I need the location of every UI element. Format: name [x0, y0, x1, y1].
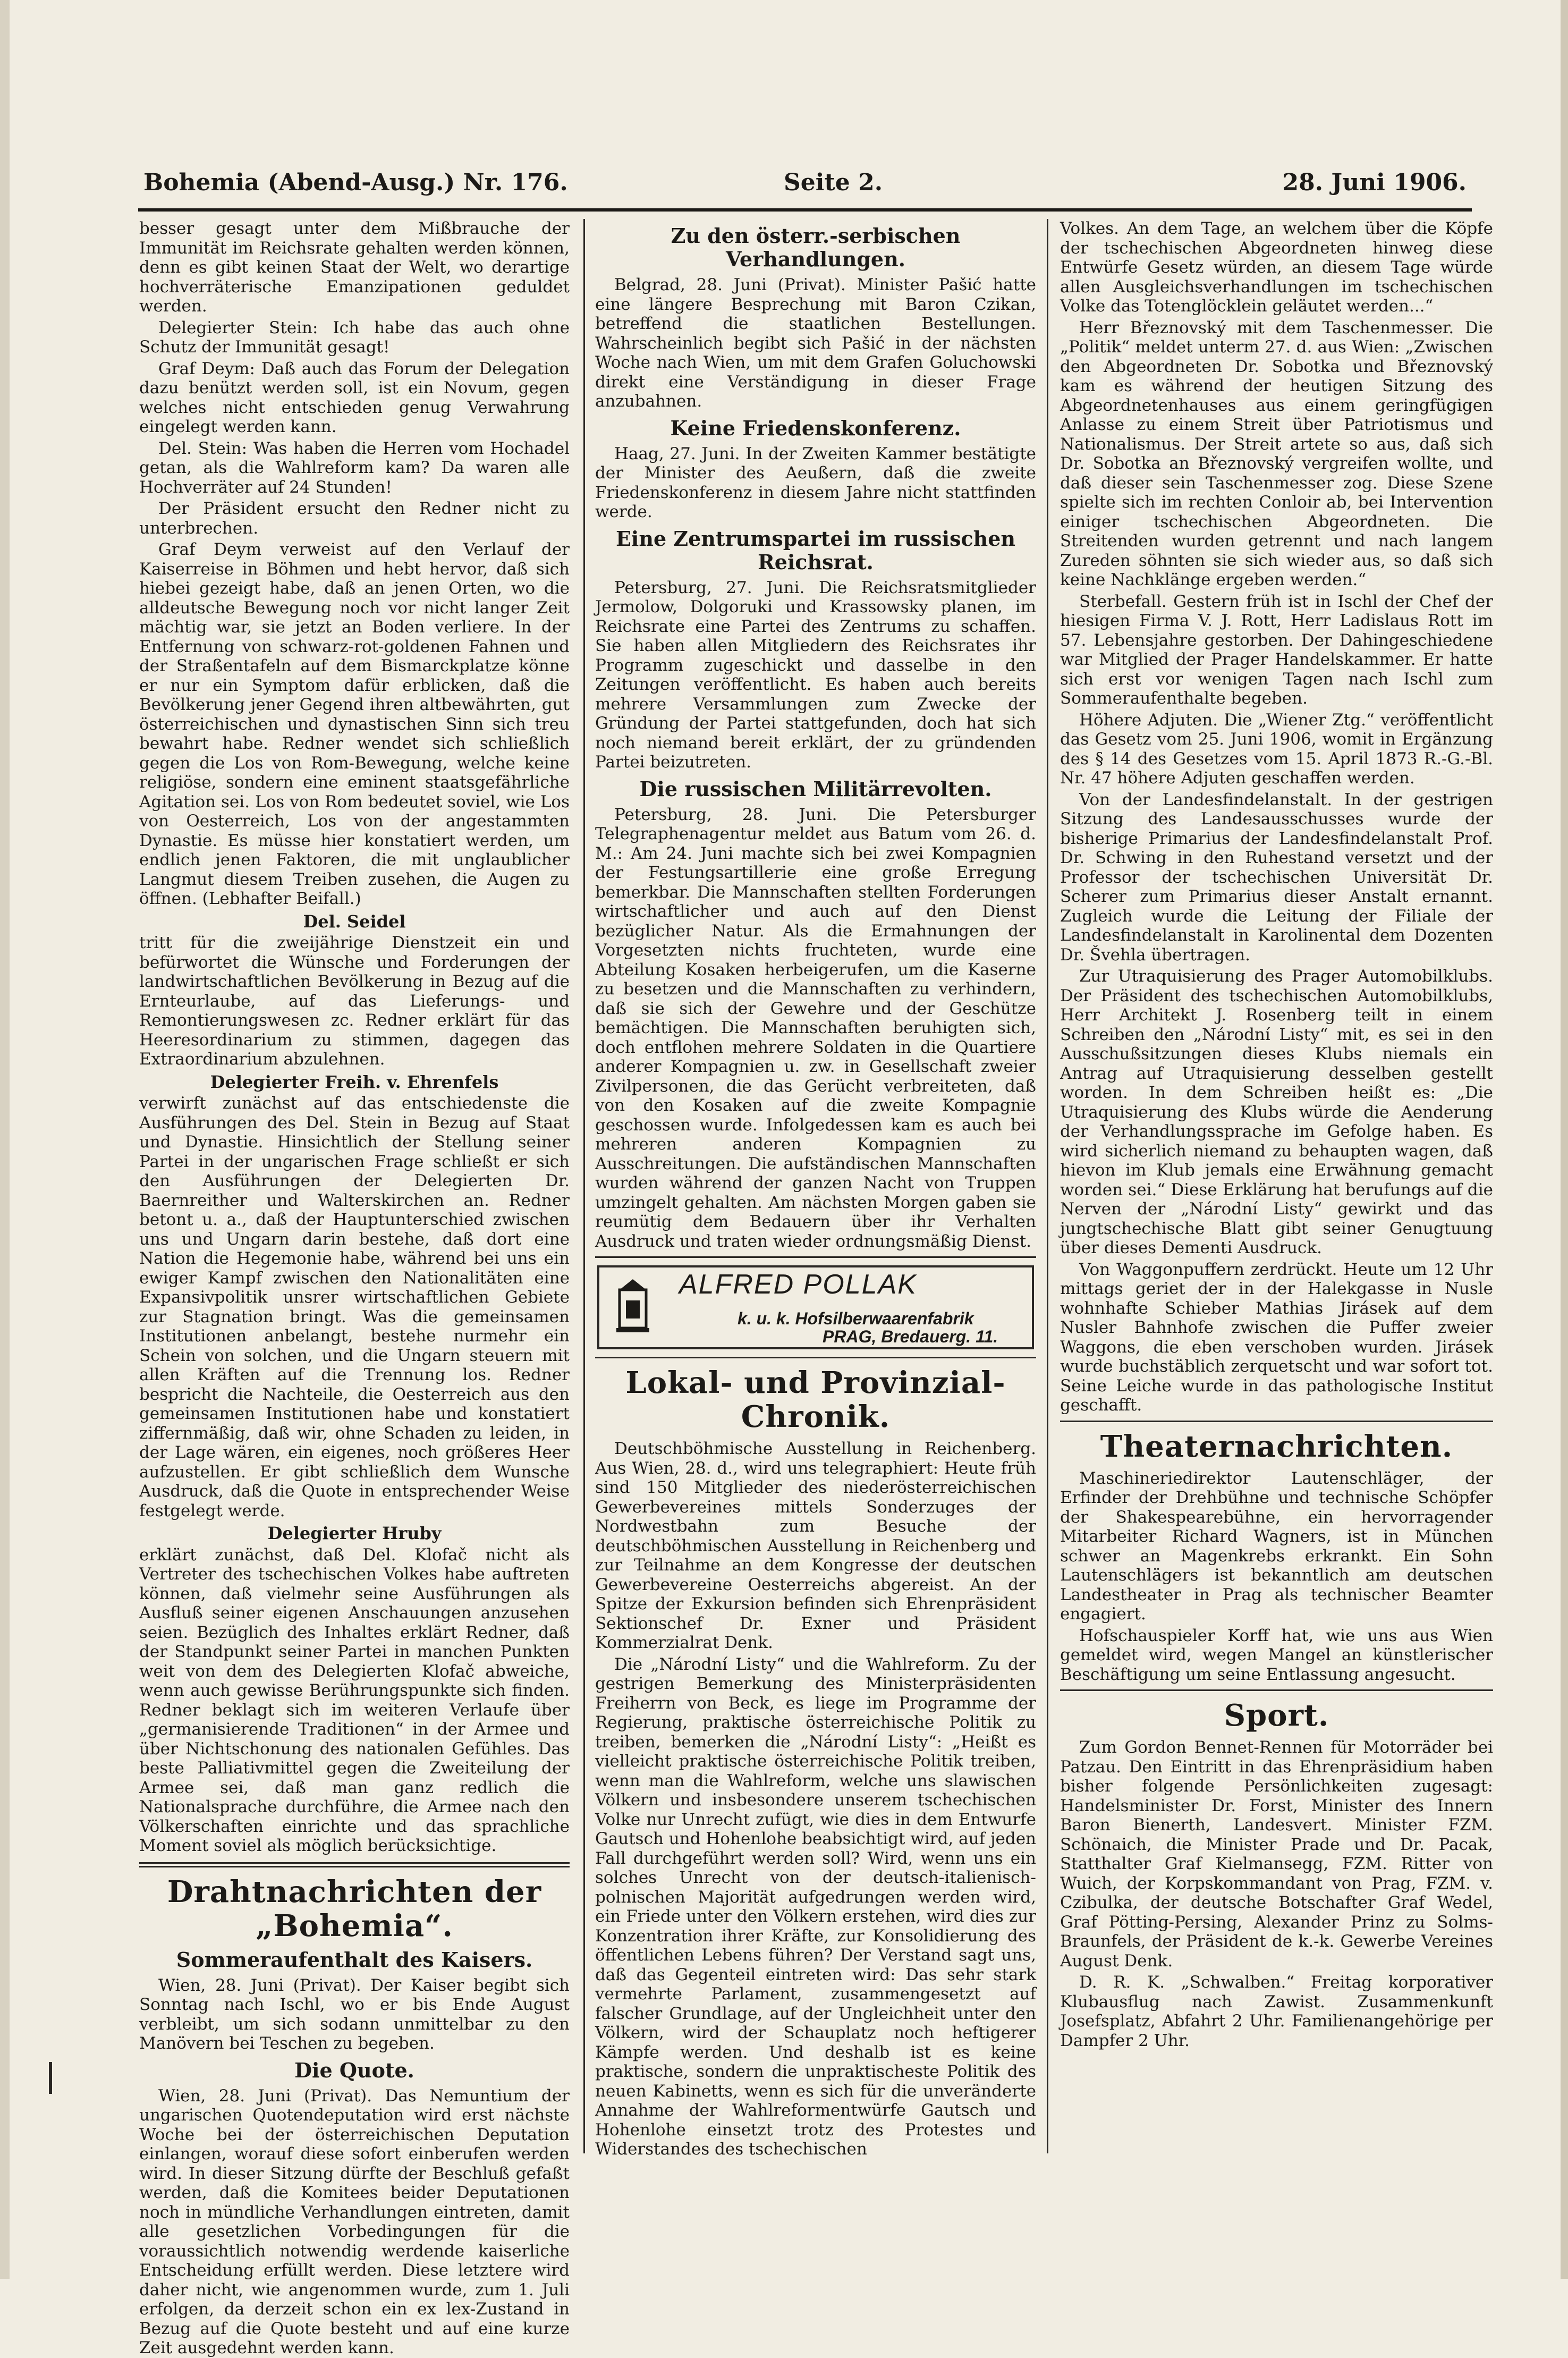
- paragraph: Maschineriedirektor Lautenschläger, der Erfinder der Drehbühne und technische Schöpfer der Shakespearebühne, ein hervorragender Mitarbeiter Richard Wagners, ist in München schwer an Magenkrebs erkrankt. Ein Sohn Lautenschlägers ist bekanntlich am deutschen Landestheater in Prag als technischer Beamter engagiert.: [1060, 1468, 1493, 1624]
- section-rule: [139, 1862, 570, 1867]
- header-date: 28. Juni 1906.: [1282, 169, 1467, 196]
- page-header: [143, 169, 1467, 206]
- divider: [1060, 1421, 1493, 1422]
- ad-company-type: k. u. k. Hofsilberwaarenfabrik: [738, 1309, 974, 1328]
- paragraph: Sterbefall. Gestern früh ist in Ischl der Chef der hiesigen Firma V. J. Rott, Herr Ladislaus Rott im 57. Lebensjahre gestorben. Der Dahingeschiedene war Mitglied der Prager Handelskammer. Er hatte sich erst vor wenigen Tagen nach Ischl zum Sommeraufenthalte begeben.: [1060, 591, 1493, 708]
- paragraph: Wien, 28. Juni (Privat). Das Nemuntium der ungarischen Quotendeputation wird erst nächste Woche bei der österreichischen Deputation einlangen, worauf diese sofort einberufen werden wird. In dieser Sitzung dürfte der Beschluß gefaßt werden, daß die Komitees beider Deputationen noch in mündliche Verhandlungen eintreten, damit alle gesetzlichen Vorbedingungen für die voraussichtlich notwendig werdende kaiserliche Entscheidung erfüllt werden. Diese letztere wird daher nicht, wie angenommen wurde, zum 1. Juli erfolgen, da derzeit schon ein ex lex-Zustand in Bezug auf die Quote besteht und auf eine kurze Zeit ausgedehnt werden kann.: [139, 2086, 570, 2357]
- column-1: [139, 219, 570, 2357]
- paragraph: Delegierter Stein: Ich habe das auch ohne Schutz der Immunität gesagt!: [139, 318, 570, 357]
- speaker-heading: Delegierter Hruby: [267, 1523, 442, 1543]
- margin-mark: [49, 2062, 52, 2094]
- column-divider: [583, 219, 585, 2153]
- column-2: [595, 219, 1036, 2185]
- paragraph: Zur Utraquisierung des Prager Automobilklubs. Der Präsident des tschechischen Automobilklubs, Herr Architekt J. Rosenberg teilt in einem Schreiben den „Národní Listy“ mit, es sei in den Ausschußsitzungen dieses Klubs niemals ein Antrag auf Utraquisierung desselben gestellt worden. In dem Schreiben heißt es: „Die Utraquisierung des Klubs würde die Aenderung der Verhandlungssprache im Gefolge haben. Es wird sicherlich niemand zu behaupten wagen, daß hievon im Klub jemals eine Erwähnung gemacht worden sei.“ Diese Erklärung hat berufungs auf die Nerven der „Národní Listy“ gewirkt und das jungtschechische Blatt gibt seiner Genugtuung über dieses Dementi Ausdruck.: [1060, 967, 1493, 1257]
- paragraph: Graf Deym verweist auf den Verlauf der Kaiserreise in Böhmen und hebt hervor, daß sich hiebei gezeigt habe, daß an jenen Orten, wo die alldeutsche Bewegung noch vor nicht langer Zeit mächtig war, sie jetzt an Boden verliere. In der Entfernung von schwarz-rot-goldenen Fahnen und der Straßentafeln auf dem Bismarckplatze könne er nur ein Symptom dafür erblicken, daß die Bevölkerung jener Gegend ihren altbewährten, gut österreichischen und dynastischen Sinn sich treu bewahrt habe. Redner wendet sich schließlich gegen die Los von Rom-Bewegung, welche keine religiöse, sondern eine eminent staatsgefährliche Agitation sei. Los von Rom bedeutet soviel, wie Los von Oesterreich, Los von der angestammten Dynastie. Es müsse hier konstatiert werden, um endlich jenen Faktoren, die mit unglaublicher Langmut diesem Treiben zusehen, die Augen zu öffnen. (Lebhafter Beifall.): [139, 540, 570, 908]
- article-heading: Eine Zentrumspartei im russischen Reichsrat.: [615, 526, 1016, 574]
- paragraph: erklärt zunächst, daß Del. Klofač nicht als Vertreter des tschechischen Volkes habe auftreten können, daß vielmehr seine Ausführungen als Ausfluß seiner eigenen Anschauungen anzusehen seien. Bezüglich des Inhaltes erklärt Redner, daß der Standpunkt seiner Partei in manchen Punkten weit von dem des Delegierten Klofač abweiche, wenn auch gewisse Berührungspunkte sich finden. Redner beklagt sich im weiteren Verlaufe über „germanisierende Traditionen“ in der Armee und über Nichtschonung des nationalen Gefühles. Das beste Palliativmittel gegen die Zweiteilung der Armee sei, daß man ganz redlich die Nationalsprache durchführe, die Armee nach den Völkerschaften einrichte und das sprachliche Moment soviel als möglich berücksichtige.: [139, 1545, 570, 1855]
- ad-company-name: ALFRED POLLAK: [679, 1269, 917, 1300]
- paragraph: Höhere Adjuten. Die „Wiener Ztg.“ veröffentlicht das Gesetz vom 25. Juni 1906, womit in Ergänzung des § 14 des Gesetzes vom 15. April 1873 R.-G.-Bl. Nr. 47 höhere Adjuten geschaffen werden.: [1060, 710, 1493, 788]
- section-title: Sport.: [1224, 1698, 1329, 1733]
- paragraph: Von Waggonpuffern zerdrückt. Heute um 12 Uhr mittags geriet der in der Halekgasse in Nusle wohnhafte Schieber Mathias Jirásek auf dem Nusler Bahnhofe zwischen die Puffer zweier Waggons, die eben verschoben wurden. Jirásek wurde buchstäblich zerquetscht und war sofort tot. Seine Leiche wurde in das pathologische Institut geschafft.: [1060, 1260, 1493, 1415]
- article-heading: Zu den österr.-serbischen Verhandlungen.: [671, 224, 961, 271]
- paragraph: Del. Stein: Was haben die Herren vom Hochadel getan, als die Wahlreform kam? Da waren alle Hochverräter auf 24 Stunden!: [139, 438, 570, 497]
- paragraph: Deutschböhmische Ausstellung in Reichenberg. Aus Wien, 28. d., wird uns telegraphiert: Heute früh sind 150 Mitglieder des niederösterreichischen Gewerbevereines mittels Sonderzuges der Nordwestbahn zum Besuche der deutschböhmischen Ausstellung in Reichenberg und zur Teilnahme an dem Kongresse der deutschen Gewerbevereine Oesterreichs abgereist. An der Spitze der Exkursion befinden sich Ehrenpräsident Sektionschef Dr. Exner und Präsident Kommerzialrat Denk.: [595, 1439, 1036, 1652]
- paragraph: D. R. K. „Schwalben.“ Freitag korporativer Klubausflug nach Zawist. Zusammenkunft Josefsplatz, Abfahrt 2 Uhr. Familienangehörige per Dampfer 2 Uhr.: [1060, 1973, 1493, 2050]
- article-heading: Keine Friedenskonferenz.: [670, 416, 961, 440]
- article-heading: Die russischen Militärrevolten.: [639, 776, 992, 801]
- page-edge-left: [0, 0, 10, 2279]
- paragraph: Herr Březnovský mit dem Taschenmesser. Die „Politik“ meldet unterm 27. d. aus Wien: „Zwischen den Abgeordneten Dr. Sobotka und Březnovský kam es während der heutigen Sitzung des Abgeordnetenhauses aus einem geringfügigen Anlasse zu einem Streit über Patriotismus und Nationalismus. Der Streit artete so aus, daß sich Dr. Sobotka an Březnovský vergreifen wollte, und daß dieser sein Taschenmesser zog. Diese Szene spielte sich im rechten Conloir ab, bei Intervention einiger tschechischen Abgeordneten. Die Streitenden wurden getrennt und nach langem Zureden söhnten sie sich wieder aus, so daß sich keine Nachklänge ergeben werden.“: [1060, 318, 1493, 589]
- paragraph: Petersburg, 28. Juni. Die Petersburger Telegraphenagentur meldet aus Batum vom 26. d. M.: Am 24. Juni machte sich bei zwei Kompagnien der Festungsartillerie eine große Erregung bemerkbar. Die Mannschaften stellten Forderungen wirtschaftlicher und auch auf den Dienst bezüglicher Natur. Als die Ermahnungen der Vorgesetzten nichts fruchteten, wurde eine Abteilung Kosaken herbeigerufen, um die Kaserne zu besetzen und die Mannschaften zu verhindern, daß sie sich der Gewehre und der Geschütze bemächtigen. Die Mannschaften beruhigten sich, doch entflohen mehrere Soldaten in die Quartiere anderer Kompagnien u. zw. in Gesellschaft zweier Zivilpersonen, die das Gerücht verbreiteten, daß von den Kosaken auf die zweite Kompagnie geschossen wurde. Infolgedessen kam es auch bei mehreren anderen Kompagnien zu Ausschreitungen. Die aufständischen Mannschaften wurden während der ganzen Nacht von Truppen umzingelt gehalten. Am nächsten Morgen gaben sie reumütig dem Bedauern über ihr Verhalten Ausdruck und traten wieder ordnungsmäßig Dienst.: [595, 805, 1036, 1251]
- speaker-heading: Delegierter Freih. v. Ehrenfels: [210, 1071, 499, 1092]
- paragraph: Haag, 27. Juni. In der Zweiten Kammer bestätigte der Minister des Aeußern, daß die zweite Friedenskonferenz in diesem Jahre nicht stattfinden werde.: [595, 444, 1036, 521]
- divider: [595, 1256, 1036, 1258]
- paragraph: Hofschauspieler Korff hat, wie uns aus Wien gemeldet wird, wegen Mangel an künstlerischer Beschäftigung um seine Entlassung angesucht.: [1060, 1626, 1493, 1684]
- header-paper-title: Bohemia (Abend-Ausg.) Nr. 176.: [143, 169, 568, 196]
- section-title: Theaternachrichten.: [1100, 1429, 1453, 1464]
- paragraph: Volkes. An dem Tage, an welchem über die Köpfe der tschechischen Abgeordneten hinweg diese Entwürfe Gesetz würden, an diesem Tage würde allen Ausgleichsverhandlungen im tschechischen Volke das Totenglöcklein geläutet werden...“: [1060, 219, 1493, 316]
- paragraph: Belgrad, 28. Juni (Privat). Minister Pašić hatte eine längere Besprechung mit Baron Czikan, betreffend die staatlichen Bestellungen. Wahrscheinlich begibt sich Pašić in der nächsten Woche nach Wien, um mit dem Grafen Goluchowski direkt eine Verständigung in dieser Frage anzubahnen.: [595, 275, 1036, 411]
- paragraph: besser gesagt unter dem Mißbrauche der Immunität im Reichsrate gehalten werden können, denn es gibt keinen Staat der Welt, wo derartige hochverräterische Emanzipationen geduldet werden.: [139, 219, 570, 316]
- ad-address: PRAG, Bredauerg. 11.: [823, 1327, 998, 1346]
- paragraph: Graf Deym: Daß auch das Forum der Delegation dazu benützt werden soll, ist ein Novum, gegen welches nicht entschieden genug Verwahrung eingelegt werden kann.: [139, 359, 570, 436]
- pollak-crest-icon: [612, 1277, 654, 1336]
- paragraph: Der Präsident ersucht den Redner nicht zu unterbrechen.: [139, 499, 570, 538]
- article-heading: Die Quote.: [294, 2058, 414, 2082]
- column-3: [1060, 219, 1493, 2185]
- page-edge-right: [1561, 0, 1568, 2279]
- paragraph: tritt für die zweijährige Dienstzeit ein und befürwortet die Wünsche und Forderungen der landwirtschaftlichen Bevölkerung in Bezug auf die Ernteurlaube, auf das Lieferungs- und Remontierungswesen zc. Redner erklärt für das Heeresordinarium zu stimmen, dagegen das Extraordinarium abzulehnen.: [139, 933, 570, 1069]
- section-title: Lokal- und Provinzial-Chronik.: [625, 1365, 1006, 1434]
- section-title: Drahtnachrichten der „Bohemia“.: [167, 1874, 542, 1943]
- divider: [1060, 1689, 1493, 1691]
- speaker-heading: Del. Seidel: [303, 911, 406, 932]
- paragraph: Von der Landesfindelanstalt. In der gestrigen Sitzung des Landesausschusses wurde der bisherige Primarius der Landesfindelanstalt Prof. Dr. Schwing in den Ruhestand versetzt und der Professor der tschechischen Universität Dr. Scherer zum Primarius dieser Anstalt ernannt. Zugleich wurde die Leitung der Filiale der Landesfindelanstalt in Karolinental dem Dozenten Dr. Švehla übertragen.: [1060, 790, 1493, 965]
- column-divider: [1047, 219, 1048, 2153]
- paragraph: Zum Gordon Bennet-Rennen für Motorräder bei Patzau. Den Eintritt in das Ehrenpräsidium haben bisher folgende Persönlichkeiten zugesagt: Handelsminister Dr. Forst, Minister des Innern Baron Bienerth, Landesvert. Minister FZM. Schönaich, die Minister Prade und Dr. Pacak, Statthalter Graf Kielmansegg, FZM. Ritter von Wuich, der Korpskommandant von Prag, FZM. v. Czibulka, der deutsche Botschafter Graf Wedel, Graf Pötting-Persing, Alexander Prinz zu Solms-Braunfels, der Präsident de k.-k. Gewerbe Vereines August Denk.: [1060, 1738, 1493, 1971]
- paragraph: verwirft zunächst auf das entschiedenste die Ausführungen des Del. Stein in Bezug auf Staat und Dynastie. Hinsichtlich der Stellung seiner Partei in der ungarischen Frage schließt er sich den Ausführungen der Delegierten Dr. Baernreither und Walterskirchen an. Redner betont u. a., daß der Hauptunterschied zwischen uns und Ungarn darin bestehe, daß dort eine Nation die Hegemonie habe, während bei uns ein ewiger Kampf zwischen den Nationalitäten eine Expansivpolitik unsrer wirtschaftlichen Gebiete zur Stagnation bringt. Was die gemeinsamen Institutionen anbelangt, bestehe nurmehr ein Schein von solchen, und die Ungarn steuern mit allen Kräften auf die Trennung los. Redner bespricht die Nachteile, die Oesterreich aus den gemeinsamen Institutionen habe und konstatiert ziffernmäßig, daß wir, ohne Schaden zu leiden, in der Lage wären, ein eigenes, noch größeres Heer aufzustellen. Er gibt schließlich dem Wunsche Ausdruck, daß die Quote in entsprechender Weise festgelegt werde.: [139, 1094, 570, 1520]
- header-rule: [138, 208, 1472, 212]
- paragraph: Wien, 28. Juni (Privat). Der Kaiser begibt sich Sonntag nach Ischl, wo er bis Ende August verbleibt, um sich sodann unmittelbar zu den Manövern bei Teschen zu begeben.: [139, 1975, 570, 2053]
- header-page-number: Seite 2.: [784, 169, 883, 196]
- paragraph: Petersburg, 27. Juni. Die Reichsratsmitglieder Jermolow, Dolgoruki und Krassowsky planen, im Reichsrate eine Partei des Zentrums zu schaffen. Sie haben allen Mitgliedern des Reichsrates ihr Programm zugeschickt und dasselbe in den Zeitungen veröffentlicht. Es haben auch bereits mehrere Versammlungen zum Zwecke der Gründung der Partei stattgefunden, doch hat sich noch niemand bereit erklärt, der zu gründenden Partei beizutreten.: [595, 578, 1036, 772]
- divider: [595, 1357, 1036, 1358]
- paragraph: Die „Národní Listy“ und die Wahlreform. Zu der gestrigen Bemerkung des Ministerpräsidenten Freiherrn von Beck, es liege im Programme der Regierung, praktische österreichische Politik zu treiben, bemerken die „Národní Listy“: „Heißt es vielleicht praktische österreichische Politik treiben, wenn man die Wahlreform, welche uns slawischen Völkern und insbesondere unserem tschechischen Volke nur Unrecht zufügt, wie dies in dem Entwurfe Gautsch und Hohenlohe beabsichtigt wird, auf jeden Fall durchgeführt werden soll? Wird, wenn uns ein solches Unrecht von der deutsch-italienisch-polnischen Majorität aufgedrungen werden wird, ein Friede unter den Völkern erstehen, wird dies zur Konzentration ihrer Kräfte, zur Konsolidierung des öffentlichen Lebens führen? Der Verstand sagt uns, daß das Gegenteil eintreten wird: Das sehr stark vermehrte Parlament, zusammengesetzt auf falscher Grundlage, auf der Ungleichheit unter den Völkern, wird der Schauplatz noch heftigerer Kämpfe werden. Und deshalb ist es keine praktische, sondern die unpraktischeste Politik des neuen Kabinetts, wenn es sich für die unveränderte Annahme der Wahlreformentwürfe Gautsch und Hohenlohe einsetzt trotz des Protestes und Widerstandes des tschechischen: [595, 1654, 1037, 2159]
- advertisement-pollak: [597, 1265, 1034, 1349]
- article-heading: Sommeraufenthalt des Kaisers.: [176, 1947, 533, 1972]
